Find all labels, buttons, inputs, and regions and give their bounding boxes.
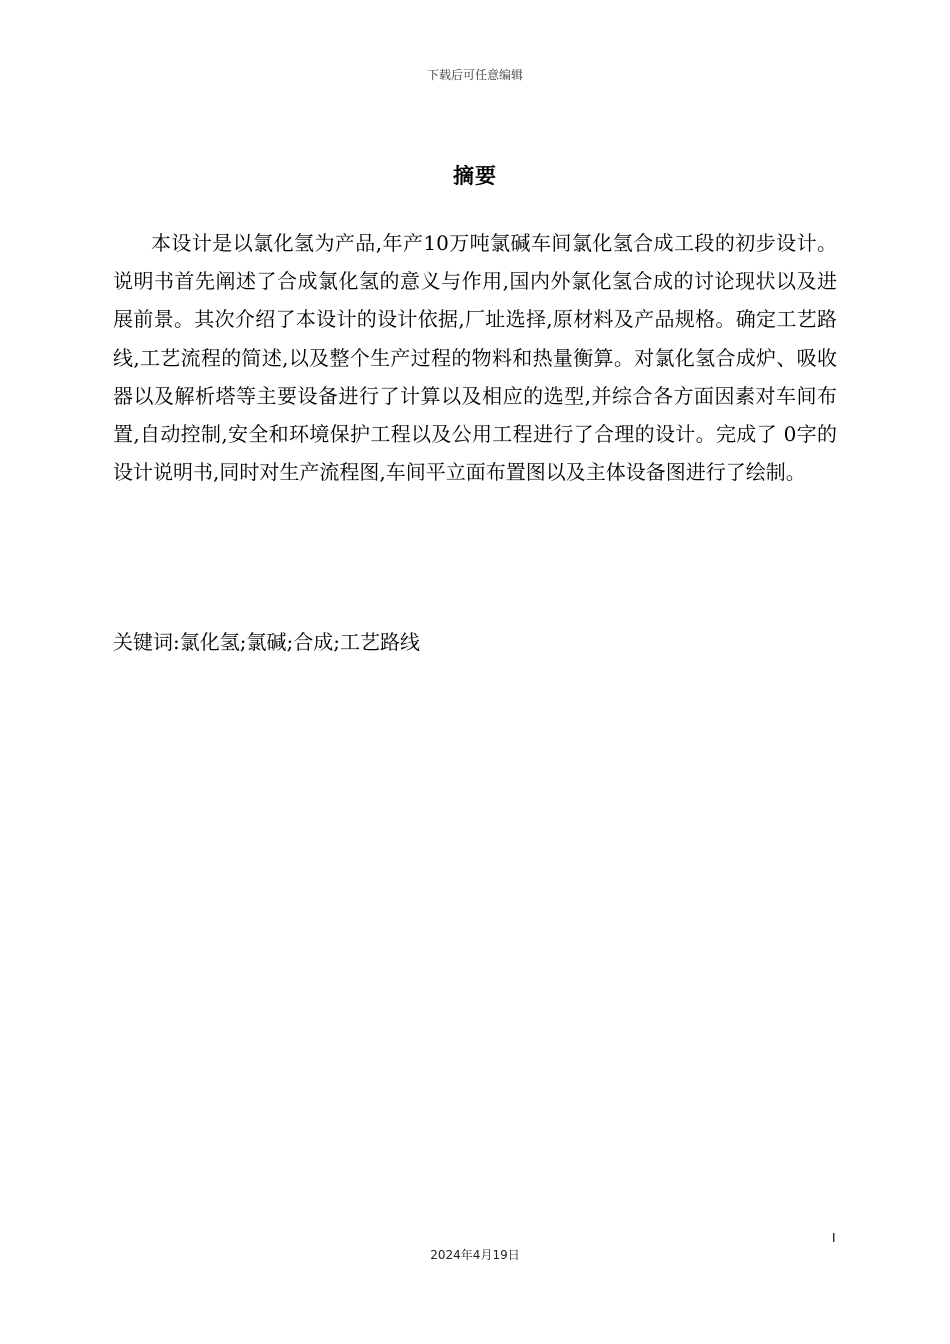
abstract-paragraph: 本设计是以氯化氢为产品,年产10万吨氯碱车间氯化氢合成工段的初步设计。说明书首先阐述了合成氯化氢的意义与作用,国内外氯化氢合成的讨论现状以及进展前景。其次介绍了本设计的设计依据,厂址选择,原材料及产品规格。确定工艺路线,工艺流程的简述,以及整个生产过程的物料和热量衡算。对氯化氢合成炉、吸收器以及解析塔等主要设备进行了计算以及相应的选型,并综合各方面因素对车间布置,自动控制,安全和环境保护工程以及公用工程进行了合理的设计。完成了 0字的设计说明书,同时对生产流程图,车间平立面布置图以及主体设备图进行了绘制。 bbox=[113, 231, 837, 485]
page-header: 下载后可任意编辑 bbox=[426, 68, 523, 82]
page-footer-date: 2024年4月19日 bbox=[430, 1248, 520, 1262]
page-number: I bbox=[832, 1231, 836, 1245]
keywords-line: 关键词:氯化氢;氯碱;合成;工艺路线 bbox=[113, 630, 420, 654]
document-title: 摘要 bbox=[453, 163, 497, 188]
